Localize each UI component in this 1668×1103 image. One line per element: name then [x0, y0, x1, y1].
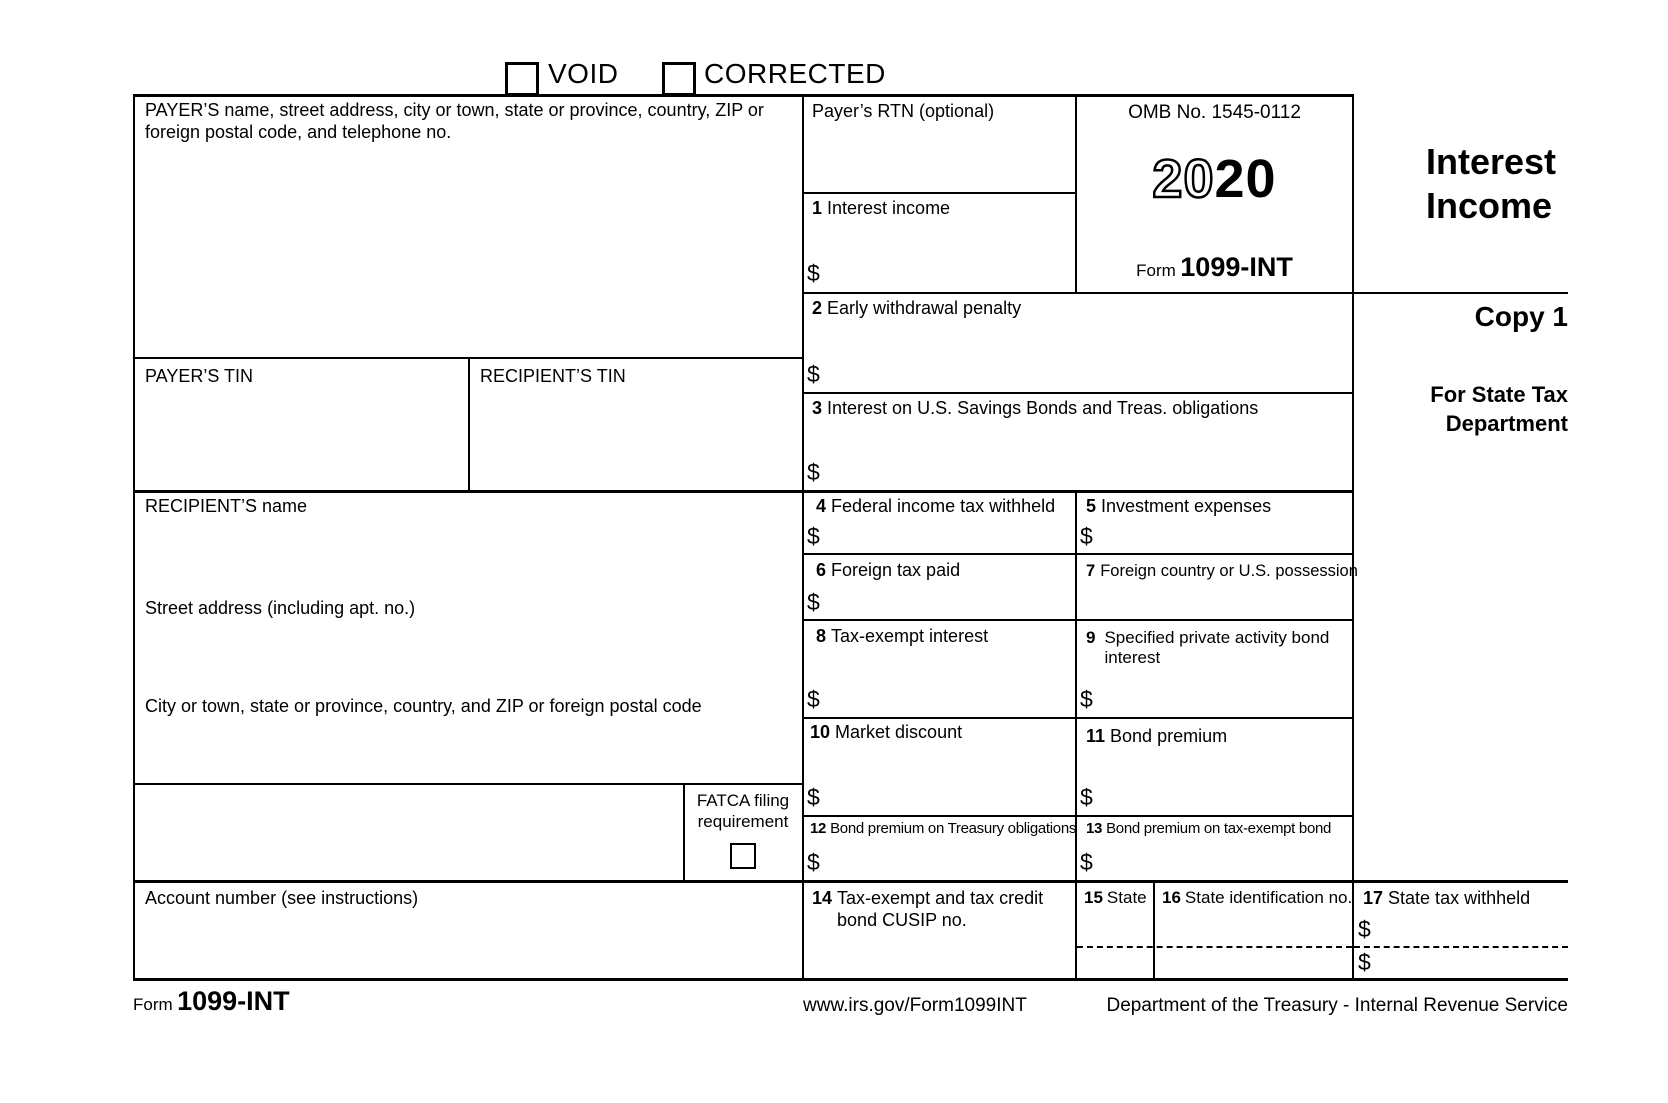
- box7-country-field[interactable]: [1080, 586, 1345, 616]
- payer-tin-field[interactable]: [135, 390, 460, 485]
- form-title: [1426, 140, 1556, 228]
- box15-label: [1084, 888, 1147, 908]
- box8-dollar-sign: $: [807, 686, 820, 712]
- street-address-label: Street address (including apt. no.): [145, 598, 416, 618]
- box1-number: 1: [812, 198, 823, 218]
- box11-text: Bond premium: [1110, 726, 1228, 746]
- box13-label: [1086, 820, 1331, 838]
- box5-amount-field[interactable]: [1103, 518, 1338, 550]
- fatca-label: [686, 790, 800, 833]
- box11-number: 11: [1086, 726, 1106, 746]
- form-number-block: [1077, 252, 1352, 283]
- payer-info-label: PAYER’S name, street address, city or town, state or province, country, ZIP or foreign postal code, and telephone no.: [145, 100, 764, 142]
- box14-number: 14: [812, 888, 833, 908]
- box17-label: [1363, 888, 1530, 910]
- payer-info-field[interactable]: [135, 150, 795, 350]
- box2-number: 2: [812, 298, 823, 318]
- box17-dollar-sign-1: $: [1358, 916, 1371, 942]
- box14-label: [812, 888, 1050, 931]
- divider-city-fatca: [133, 783, 802, 785]
- recipient-tin-field[interactable]: [472, 390, 797, 485]
- corrected-label: CORRECTED: [704, 58, 886, 89]
- box8-label: [816, 626, 988, 648]
- box13-amount-field[interactable]: [1103, 844, 1338, 874]
- box8-number: 8: [816, 626, 827, 646]
- box3-amount-field[interactable]: [830, 448, 1330, 486]
- copy-designation: Copy 1: [1474, 301, 1568, 332]
- account-number-label: Account number (see instructions): [145, 888, 419, 908]
- box13-number: 13: [1086, 820, 1103, 837]
- footer-form-number-block: [133, 986, 290, 1017]
- box13-dollar-sign: $: [1080, 849, 1093, 875]
- footer-form-number: 1099-INT: [177, 986, 290, 1016]
- form-top-border: [133, 94, 1352, 97]
- box12-text: Bond premium on Treasury obligations: [830, 820, 1077, 837]
- box5-text: Investment expenses: [1101, 496, 1272, 516]
- box15-text: State: [1106, 888, 1147, 907]
- box10-text: Market discount: [835, 722, 963, 742]
- box7-text: Foreign country or U.S. possession: [1100, 562, 1358, 580]
- box11-amount-field[interactable]: [1103, 774, 1338, 810]
- divider-box45-box67: [802, 553, 1352, 555]
- divider-box67-box89: [802, 619, 1352, 621]
- box3-number: 3: [812, 398, 823, 418]
- box17-dollar-sign-2: $: [1358, 949, 1371, 975]
- box9-number: 9: [1086, 628, 1096, 647]
- box16-number: 16: [1162, 888, 1181, 907]
- divider-middle-right-column: [1352, 94, 1354, 980]
- box11-dollar-sign: $: [1080, 784, 1093, 810]
- box7-number: 7: [1086, 562, 1096, 580]
- box17-amount-field-2[interactable]: [1382, 948, 1562, 976]
- city-field[interactable]: [135, 722, 795, 780]
- box4-dollar-sign: $: [807, 523, 820, 549]
- box9-amount-field[interactable]: [1103, 676, 1338, 712]
- box14-cusip-field[interactable]: [810, 935, 1065, 975]
- form-title-line2: Income: [1426, 184, 1553, 226]
- city-label: City or town, state or province, country, and ZIP or foreign postal code: [145, 696, 702, 716]
- tax-year-outline: 20: [1152, 149, 1215, 209]
- box2-text: Early withdrawal penalty: [827, 298, 1022, 318]
- box3-text: Interest on U.S. Savings Bonds and Treas. obligations: [827, 398, 1259, 418]
- divider-payer-recipient-tin: [468, 357, 470, 490]
- divider-box89-box1011: [802, 717, 1352, 719]
- box16-text: State identification no.: [1184, 888, 1353, 907]
- box4-number: 4: [816, 496, 827, 516]
- divider-box1011-box1213: [802, 815, 1352, 817]
- box5-number: 5: [1086, 496, 1097, 516]
- recipient-tin-label: RECIPIENT’S TIN: [480, 366, 626, 386]
- box13-text: Bond premium on tax-exempt bond: [1106, 820, 1332, 837]
- box4-text: Federal income tax withheld: [831, 496, 1056, 516]
- payer-rtn-label: Payer’s RTN (optional): [812, 101, 995, 121]
- box9-text: Specified private activity bond interest: [1104, 628, 1330, 668]
- fatca-label-line1: FATCA filing: [696, 791, 790, 810]
- box2-label: [812, 298, 1021, 320]
- box16-label: [1162, 888, 1352, 908]
- box2-dollar-sign: $: [807, 361, 820, 387]
- copy-recipient-line1: For State Tax: [1430, 382, 1568, 407]
- box6-label: [816, 560, 960, 582]
- box6-text: Foreign tax paid: [831, 560, 961, 580]
- box10-number: 10: [810, 722, 831, 742]
- divider-tin-recipient: [133, 490, 1352, 493]
- copy-recipient-line2: Department: [1445, 410, 1568, 436]
- form-number: 1099-INT: [1180, 252, 1293, 282]
- box1-amount-field[interactable]: [830, 250, 1070, 288]
- footer-form-word: Form: [133, 995, 173, 1014]
- box10-dollar-sign: $: [807, 784, 820, 810]
- box10-amount-field[interactable]: [830, 774, 1065, 810]
- box5-dollar-sign: $: [1080, 523, 1093, 549]
- box1-text: Interest income: [827, 198, 951, 218]
- box12-label: [810, 820, 1076, 838]
- recipient-name-field[interactable]: [135, 520, 795, 592]
- box8-amount-field[interactable]: [830, 676, 1065, 712]
- corrected-checkbox[interactable]: [662, 62, 696, 96]
- street-address-field[interactable]: [135, 622, 795, 690]
- box17-number: 17: [1363, 888, 1384, 908]
- payer-rtn-field[interactable]: [804, 125, 1073, 190]
- box12-amount-field[interactable]: [830, 844, 1065, 874]
- tax-year: [1077, 148, 1352, 210]
- box1-dollar-sign: $: [807, 260, 820, 286]
- divider-box1-box2: [802, 292, 1568, 294]
- box2-amount-field[interactable]: [830, 350, 1330, 388]
- tax-year-bold: 20: [1214, 149, 1277, 209]
- void-label: VOID: [548, 58, 619, 89]
- box8-text: Tax-exempt interest: [831, 626, 989, 646]
- divider-box15-box16: [1153, 880, 1155, 978]
- box1-label: [812, 198, 950, 220]
- divider-rtn-box1: [802, 192, 1075, 194]
- box3-label: [812, 398, 1258, 420]
- box3-dollar-sign: $: [807, 459, 820, 485]
- divider-box2-box3: [802, 392, 1352, 394]
- box11-label: [1086, 726, 1227, 748]
- box5-label: [1086, 496, 1271, 518]
- recipient-name-label: RECIPIENT’S name: [145, 496, 308, 516]
- box6-amount-field[interactable]: [830, 584, 1065, 616]
- box14-text: Tax-exempt and tax credit bond CUSIP no.: [837, 888, 1044, 930]
- agency-name: Department of the Treasury - Internal Revenue Service: [1106, 995, 1568, 1016]
- account-number-field[interactable]: [135, 912, 795, 976]
- box17-text: State tax withheld: [1388, 888, 1531, 908]
- box12-number: 12: [810, 820, 827, 837]
- box6-number: 6: [816, 560, 827, 580]
- divider-left-middle-column: [802, 94, 804, 980]
- box9-label: [1086, 628, 1336, 669]
- box6-dollar-sign: $: [807, 589, 820, 615]
- box4-amount-field[interactable]: [830, 518, 1065, 550]
- divider-middle-column-center: [1075, 490, 1077, 978]
- box10-label: [810, 722, 962, 744]
- box7-label: [1086, 562, 1358, 582]
- fatca-label-line2: requirement: [697, 812, 789, 832]
- irs-url: www.irs.gov/Form1099INT: [803, 995, 1027, 1016]
- fatca-box-left-border: [683, 783, 685, 880]
- box9-dollar-sign: $: [1080, 686, 1093, 712]
- box12-dollar-sign: $: [807, 849, 820, 875]
- box15-number: 15: [1084, 888, 1103, 907]
- form-title-line1: Interest: [1426, 141, 1557, 182]
- box15-state-field[interactable]: [1079, 912, 1149, 974]
- omb-number: OMB No. 1545-0112: [1128, 102, 1301, 123]
- copy-recipient: [1318, 381, 1568, 438]
- payer-tin-label: PAYER’S TIN: [145, 366, 254, 386]
- void-checkbox[interactable]: [505, 62, 539, 96]
- box4-label: [816, 496, 1055, 518]
- box16-state-id-field[interactable]: [1157, 912, 1347, 974]
- form-word: Form: [1136, 261, 1176, 280]
- box17-amount-field-1[interactable]: [1382, 912, 1562, 942]
- fatca-checkbox[interactable]: [730, 843, 756, 869]
